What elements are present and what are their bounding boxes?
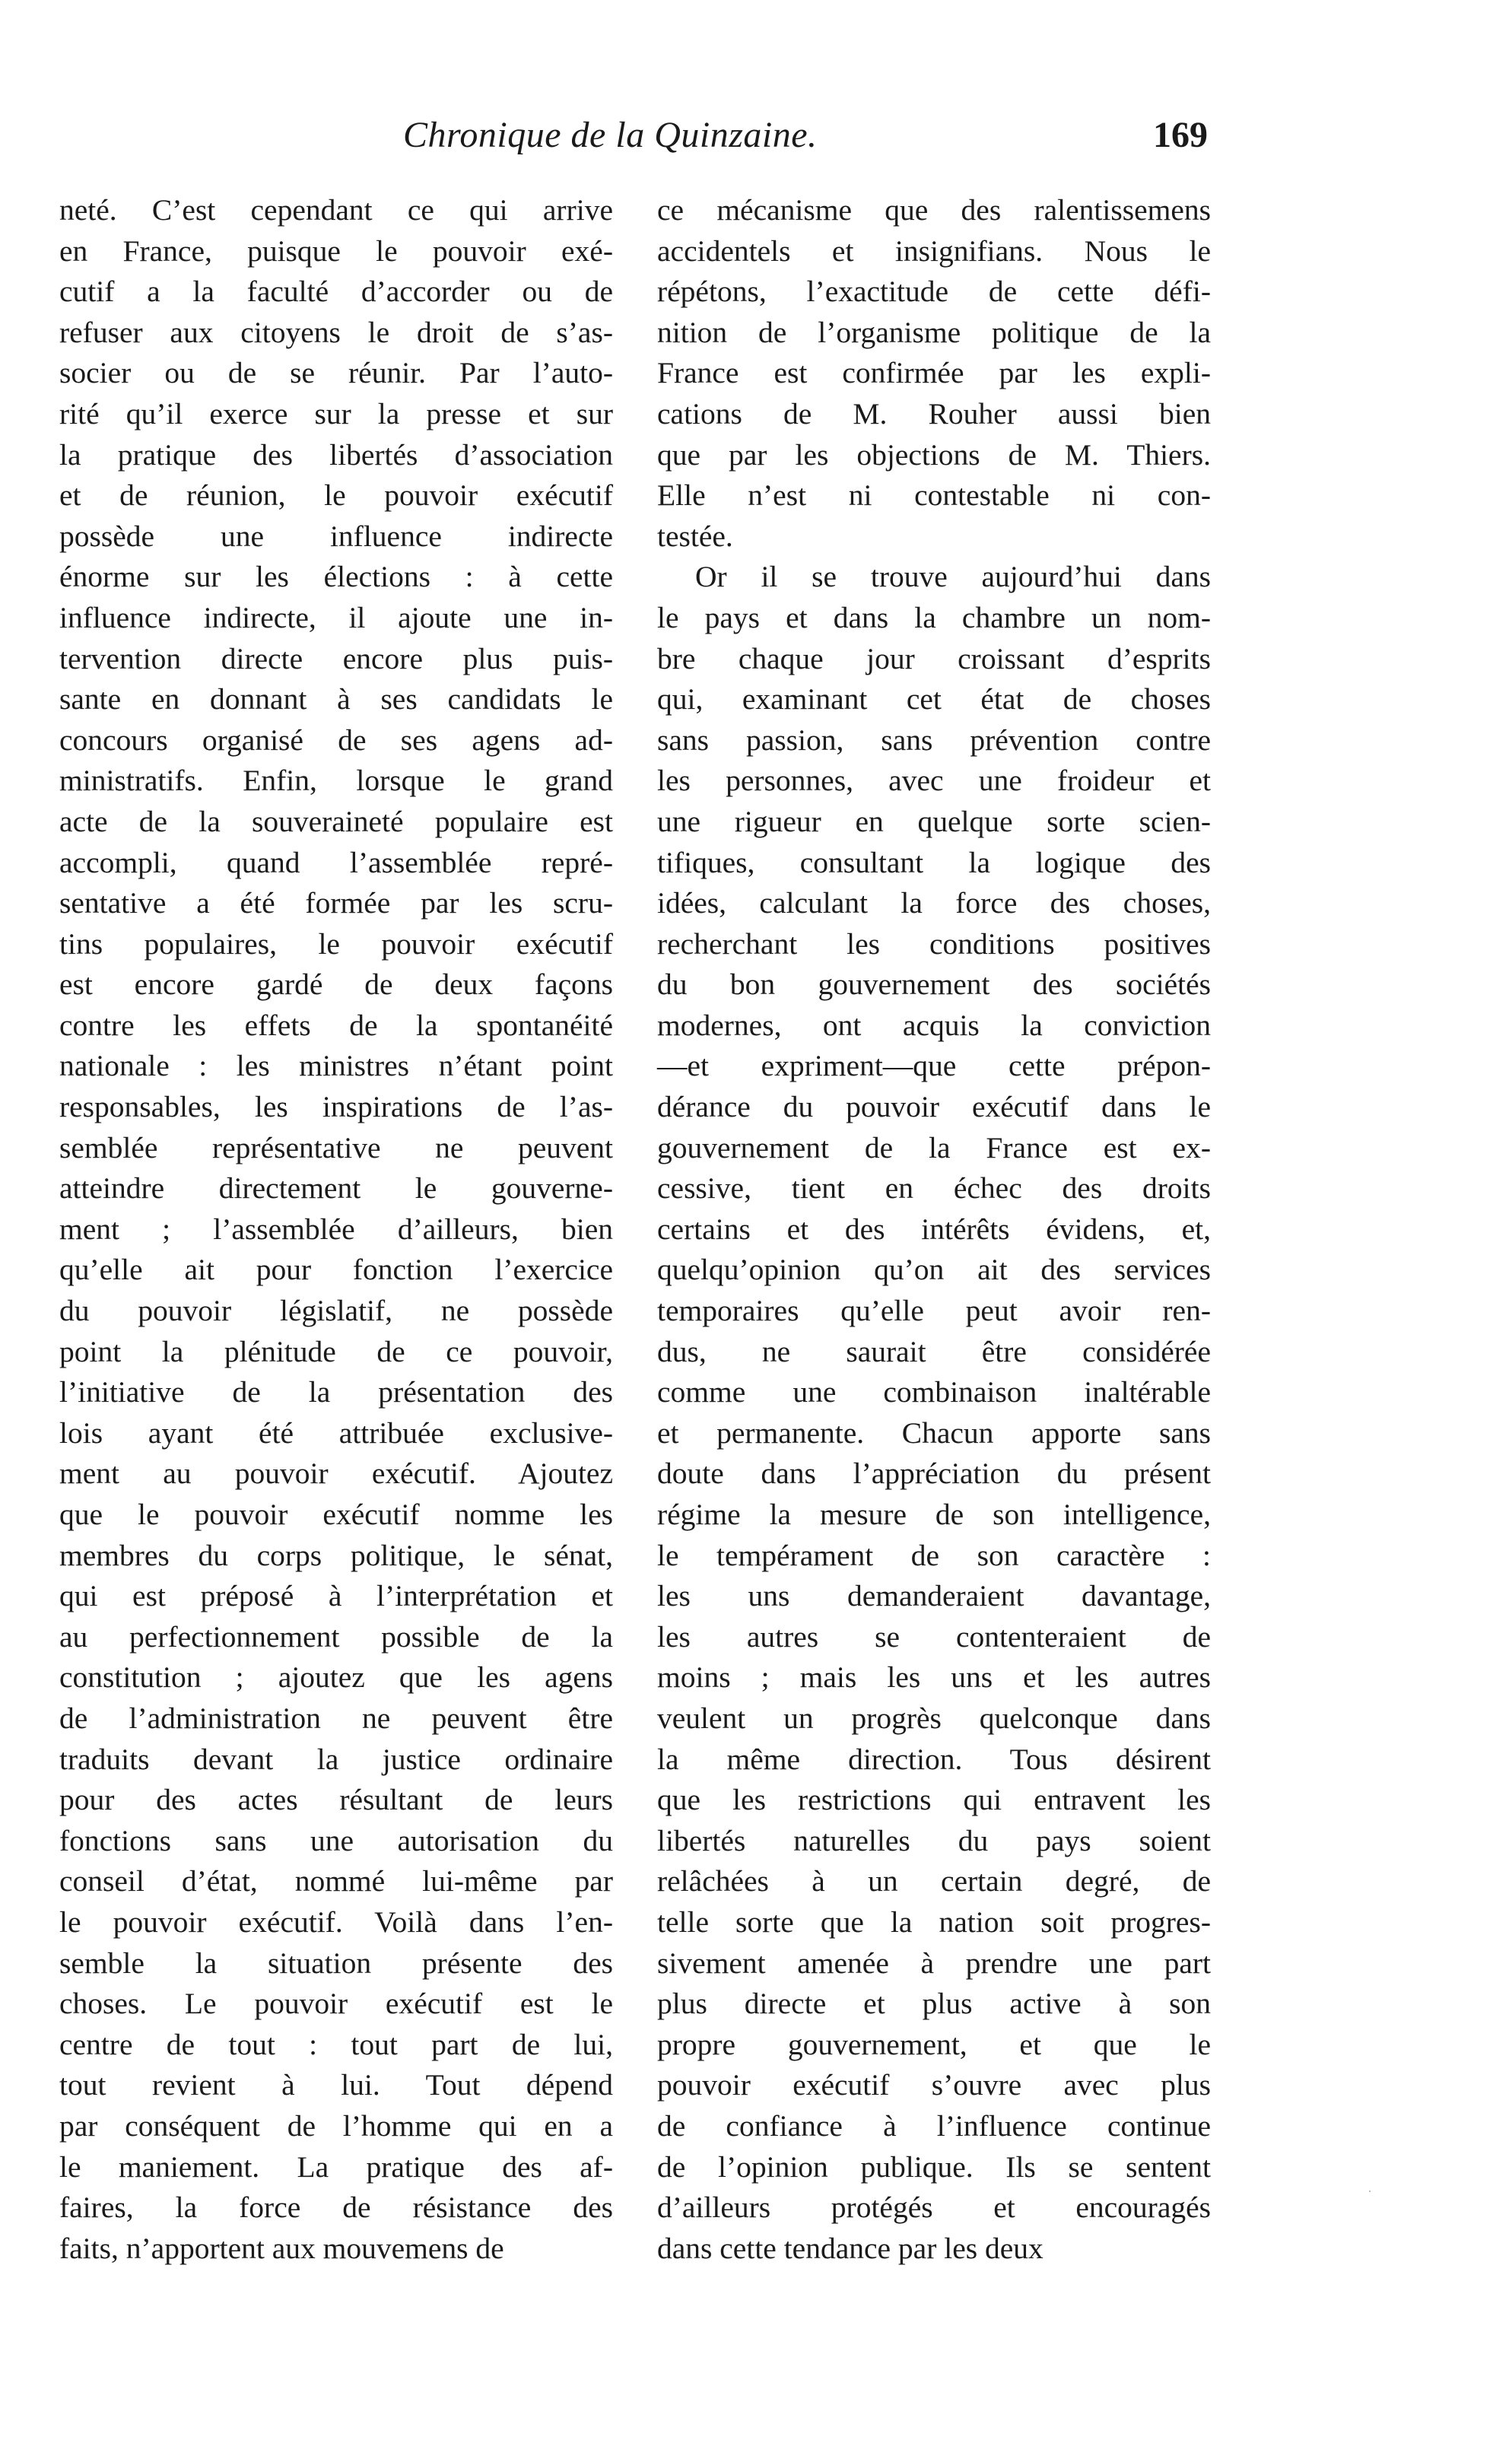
text-line: tifiques, consultant la logique des	[657, 845, 1211, 879]
text-line: concours organisé de ses agens ad-	[59, 723, 613, 757]
text-line: quelqu’opinion qu’on ait des services	[657, 1253, 1211, 1287]
text-line: le tempérament de son caractère :	[657, 1538, 1211, 1572]
text-line: conseil d’état, nommé lui-même par	[59, 1864, 613, 1898]
text-line: cessive, tient en échec des droits	[657, 1171, 1211, 1206]
text-line: choses. Le pouvoir exécutif est le	[59, 1987, 613, 2021]
text-line: que par les objections de M. Thiers.	[657, 437, 1211, 472]
page-speck	[1369, 2191, 1371, 2192]
text-line: fonctions sans une autorisation du	[59, 1823, 613, 1857]
text-line: lois ayant été attribuée exclusive-	[59, 1415, 613, 1450]
text-line: comme une combinaison inaltérable	[657, 1375, 1211, 1409]
text-line: certains et des intérêts évidens, et,	[657, 1212, 1211, 1246]
text-line: et de réunion, le pouvoir exécutif	[59, 478, 613, 513]
text-line: acte de la souveraineté populaire est	[59, 804, 613, 838]
text-line: répétons, l’exactitude de cette défi-	[657, 275, 1211, 309]
text-line: doute dans l’appréciation du présent	[657, 1457, 1211, 1491]
text-line: pour des actes résultant de leurs	[59, 1783, 613, 1817]
running-head	[0, 113, 1512, 166]
text-line: pouvoir exécutif s’ouvre avec plus	[657, 2068, 1211, 2102]
text-line: accidentels et insignifians. Nous le	[657, 234, 1211, 268]
text-line: Elle n’est ni contestable ni con-	[657, 478, 1211, 513]
text-line: ce mécanisme que des ralentissemens	[657, 193, 1211, 227]
text-line: idées, calculant la force des choses,	[657, 886, 1211, 920]
text-line: nition de l’organisme politique de la	[657, 315, 1211, 349]
text-line: régime la mesure de son intelligence,	[657, 1498, 1211, 1531]
text-line: qui, examinant cet état de choses	[657, 682, 1211, 716]
text-line: centre de tout : tout part de lui,	[59, 2027, 613, 2061]
text-line: semblée représentative ne peuvent	[59, 1130, 613, 1164]
text-line: socier ou de se réunir. Par l’auto-	[59, 356, 613, 390]
text-line: responsables, les inspirations de l’as-	[59, 1090, 613, 1124]
text-column-right	[657, 190, 1211, 2269]
text-line: la pratique des libertés d’association	[59, 437, 613, 472]
text-column-left	[59, 190, 613, 2269]
text-line: et permanente. Chacun apporte sans	[657, 1415, 1211, 1450]
text-line: Or il se trouve aujourd’hui dans	[695, 560, 1211, 594]
text-line: atteindre directement le gouverne-	[59, 1171, 613, 1206]
text-line: énorme sur les élections : à cette	[59, 560, 613, 594]
text-line: dus, ne saurait être considérée	[657, 1334, 1211, 1368]
text-line: le pouvoir exécutif. Voilà dans l’en-	[59, 1905, 613, 1939]
text-line: tins populaires, le pouvoir exécutif	[59, 926, 613, 961]
text-line: libertés naturelles du pays soient	[657, 1823, 1211, 1857]
text-line: faits, n’apportent aux mouvemens de	[59, 2231, 504, 2265]
page-number: 169	[1153, 115, 1208, 155]
text-line: l’initiative de la présentation des	[59, 1375, 613, 1409]
text-line: les personnes, avec une froideur et	[657, 764, 1211, 798]
text-line: de confiance à l’influence continue	[657, 2108, 1211, 2143]
text-line: les uns demanderaient davantage,	[657, 1579, 1211, 1613]
text-line: telle sorte que la nation soit progres-	[657, 1905, 1211, 1939]
text-line: contre les effets de la spontanéité	[59, 1008, 613, 1042]
text-line: nationale : les ministres n’étant point	[59, 1049, 613, 1083]
text-line: la même direction. Tous désirent	[657, 1742, 1211, 1776]
text-line: membres du corps politique, le sénat,	[59, 1538, 613, 1572]
text-line: propre gouvernement, et que le	[657, 2027, 1211, 2061]
text-line: accompli, quand l’assemblée repré-	[59, 845, 613, 879]
text-line: les autres se contenteraient de	[657, 1619, 1211, 1654]
text-line: est encore gardé de deux façons	[59, 967, 613, 1002]
text-line: le maniement. La pratique des af-	[59, 2149, 613, 2184]
text-line: France est confirmée par les expli-	[657, 356, 1211, 390]
text-line: traduits devant la justice ordinaire	[59, 1742, 613, 1776]
text-line: tout revient à lui. Tout dépend	[59, 2068, 613, 2102]
text-line: dérance du pouvoir exécutif dans le	[657, 1090, 1211, 1124]
text-line: que les restrictions qui entravent les	[657, 1783, 1211, 1817]
text-line: semble la situation présente des	[59, 1946, 613, 1980]
text-line: testée.	[657, 519, 733, 553]
text-line: de l’opinion publique. Ils se sentent	[657, 2149, 1211, 2184]
text-line: veulent un progrès quelconque dans	[657, 1701, 1211, 1735]
text-line: cations de M. Rouher aussi bien	[657, 396, 1211, 430]
text-line: gouvernement de la France est ex-	[657, 1130, 1211, 1164]
text-line: ment au pouvoir exécutif. Ajoutez	[59, 1457, 613, 1491]
text-line: neté. C’est cependant ce qui arrive	[59, 193, 613, 227]
text-line: constitution ; ajoutez que les agens	[59, 1660, 613, 1695]
text-line: du bon gouvernement des sociétés	[657, 967, 1211, 1002]
text-line: rité qu’il exerce sur la presse et sur	[59, 396, 613, 430]
text-line: par conséquent de l’homme qui en a	[59, 2108, 613, 2143]
text-line: faires, la force de résistance des	[59, 2191, 613, 2225]
text-line: que le pouvoir exécutif nomme les	[59, 1498, 613, 1531]
text-line: point la plénitude de ce pouvoir,	[59, 1334, 613, 1368]
text-line: ministratifs. Enfin, lorsque le grand	[59, 764, 613, 798]
text-line: cutif a la faculté d’accorder ou de	[59, 275, 613, 309]
text-line: modernes, ont acquis la conviction	[657, 1008, 1211, 1042]
text-line: sentative a été formée par les scru-	[59, 886, 613, 920]
text-line: qui est préposé à l’interprétation et	[59, 1579, 613, 1613]
text-line: plus directe et plus active à son	[657, 1987, 1211, 2021]
text-line: refuser aux citoyens le droit de s’as-	[59, 315, 613, 349]
text-line: recherchant les conditions positives	[657, 926, 1211, 961]
text-line: une rigueur en quelque sorte scien-	[657, 804, 1211, 838]
text-line: relâchées à un certain degré, de	[657, 1864, 1211, 1898]
text-line: sivement amenée à prendre une part	[657, 1946, 1211, 1980]
text-line: le pays et dans la chambre un nom-	[657, 600, 1211, 634]
text-line: —et expriment—que cette prépon-	[657, 1049, 1211, 1083]
text-line: qu’elle ait pour fonction l’exercice	[59, 1253, 613, 1287]
text-line: dans cette tendance par les deux	[657, 2231, 1043, 2265]
text-line: ment ; l’assemblée d’ailleurs, bien	[59, 1212, 613, 1246]
text-line: sans passion, sans prévention contre	[657, 723, 1211, 757]
text-line: en France, puisque le pouvoir exé-	[59, 234, 613, 268]
text-line: influence indirecte, il ajoute une in-	[59, 600, 613, 634]
text-line: bre chaque jour croissant d’esprits	[657, 641, 1211, 675]
text-line: d’ailleurs protégés et encouragés	[657, 2191, 1211, 2225]
text-line: du pouvoir législatif, ne possède	[59, 1294, 613, 1328]
text-line: au perfectionnement possible de la	[59, 1619, 613, 1654]
text-line: moins ; mais les uns et les autres	[657, 1660, 1211, 1695]
text-line: possède une influence indirecte	[59, 519, 613, 553]
text-line: tervention directe encore plus puis-	[59, 641, 613, 675]
text-line: de l’administration ne peuvent être	[59, 1701, 613, 1735]
text-line: sante en donnant à ses candidats le	[59, 682, 613, 716]
running-title: Chronique de la Quinzaine.	[403, 115, 818, 155]
text-line: temporaires qu’elle peut avoir ren-	[657, 1294, 1211, 1328]
